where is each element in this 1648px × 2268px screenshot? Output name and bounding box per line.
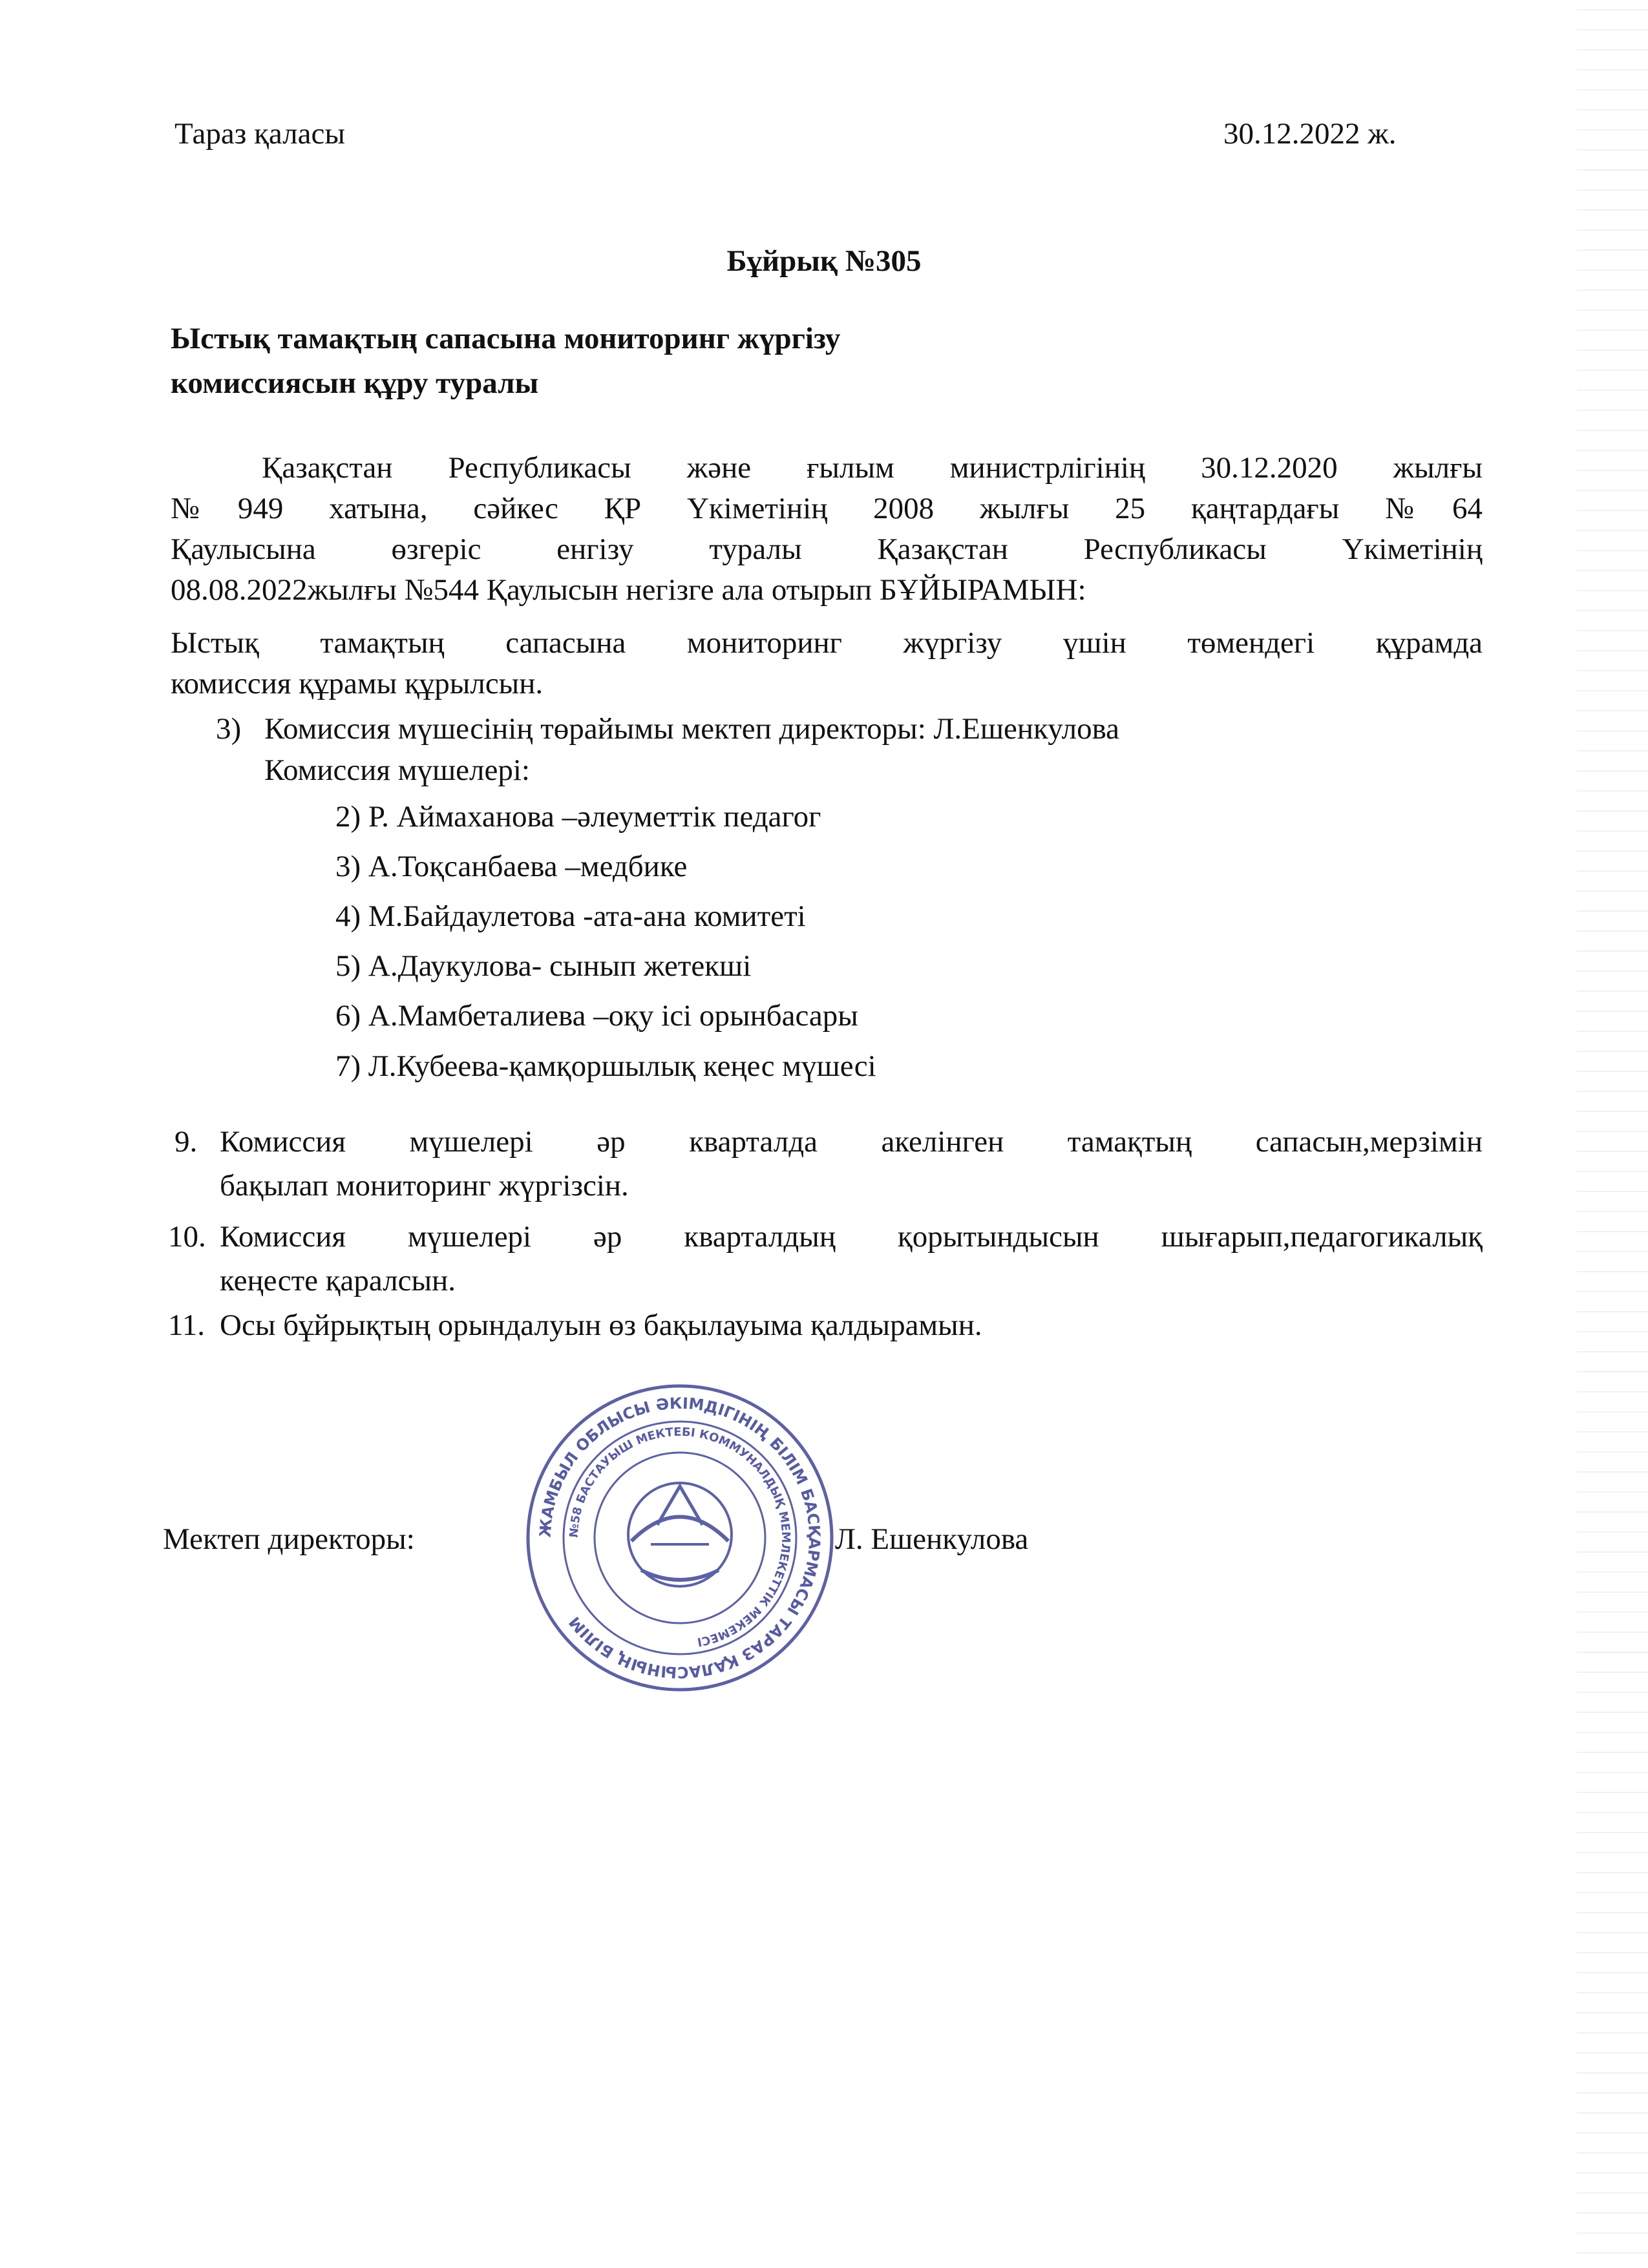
order-item-line-1: Комиссия мүшелері әр кварталда акелінген тамақтың сапасын,мерзімін	[220, 1125, 1483, 1159]
member-text: Р. Аймаханова –әлеуметтік педагог	[368, 800, 821, 834]
subject-line-2: комиссиясын құру туралы	[171, 366, 539, 400]
chair-number: 3)	[216, 712, 242, 746]
preamble-line-3: Қаулысына өзгеріс енгізу туралы Қазақстан Республикасы Үкіметінің	[171, 532, 1483, 566]
order-item-line-1: Комиссия мүшелері әр кварталдың қорытындысын шығарып,педагогикалық	[220, 1220, 1483, 1254]
list-item	[335, 847, 687, 886]
signature-name: Л. Ешенкулова	[835, 1522, 1029, 1556]
list-item	[335, 947, 751, 985]
list-item	[335, 897, 806, 936]
member-text: Л.Кубеева-қамқоршылық кеңес мүшесі	[368, 1049, 876, 1083]
order-item-number: 9.	[174, 1125, 198, 1159]
order-item-number: 11.	[168, 1308, 206, 1342]
signature-title: Мектеп директоры:	[163, 1522, 415, 1556]
preamble-line-1: Қазақстан Республикасы және ғылым министрлігінің 30.12.2020 жылғы	[262, 451, 1483, 485]
member-number: 5)	[335, 949, 361, 983]
member-text: А.Даукулова- сынып жетекші	[368, 949, 752, 983]
preamble-line-6: комиссия құрамы құрылсын.	[171, 667, 544, 700]
list-item	[335, 996, 858, 1035]
member-text: А.Тоқсанбаева –медбике	[368, 850, 688, 883]
preamble-line-5: Ыстық тамақтың сапасына мониторинг жүргізу үшін төмендегі құрамда	[171, 626, 1483, 660]
member-number: 2)	[335, 800, 361, 834]
subject-line-1: Ыстық тамақтың сапасына мониторинг жүргізу	[171, 322, 841, 355]
list-item	[335, 797, 821, 836]
member-number: 7)	[335, 1049, 361, 1083]
member-number: 4)	[335, 899, 361, 933]
member-number: 6)	[335, 999, 361, 1033]
chair-text: Комиссия мүшесінің төрайымы мектеп директоры: Л.Ешенкулова	[264, 712, 1120, 746]
order-item-line-1: Осы бұйрықтың орындалуын өз бақылауыма қалдырамын.	[220, 1308, 982, 1342]
list-item	[335, 1047, 876, 1086]
member-number: 3)	[335, 850, 361, 883]
order-title: Бұйрық №305	[726, 244, 922, 278]
preamble-line-4: 08.08.2022жылғы №544 Қаулысын негізге ала отырып БҰЙЫРАМЫН:	[171, 573, 1086, 607]
order-item-number: 10.	[168, 1220, 206, 1254]
stamp-outer-text: ЖАМБЫЛ ОБЛЫСЫ ӘКІМДІГІНІҢ БІЛІМ БАСҚАРМАСЫ ТАРАЗ ҚАЛАСЫНЫҢ БІЛІМ	[536, 1394, 824, 1682]
member-text: М.Байдаулетова -ата-ана комитеті	[368, 899, 806, 933]
order-item-line-2: кеңесте қаралсын.	[220, 1264, 456, 1297]
stamp-inner-text: №58 БАСТАУЫШ МЕКТЕБІ КОММУНАЛДЫҚ МЕМЛЕКЕТТІК МЕКЕМЕСІ	[567, 1425, 793, 1649]
svg-text:№58 БАСТАУЫШ МЕКТЕБІ КОММУНАЛД	[567, 1425, 792, 1649]
order-item-line-2: бақылап мониторинг жүргізсін.	[220, 1169, 629, 1202]
city-label: Тараз қаласы	[174, 117, 345, 151]
members-heading: Комиссия мүшелері:	[264, 753, 530, 787]
official-seal-stamp	[518, 1376, 841, 1699]
member-text: А.Мамбеталиева –оқу ісі орынбасары	[368, 999, 858, 1033]
preamble-line-2: №949 хатына, сәйкес ҚР Үкіметінің 2008 жылғы 25 қаңтардағы №64	[171, 492, 1483, 525]
scan-edge-noise	[1577, 0, 1648, 2268]
order-date: 30.12.2022 ж.	[1223, 117, 1397, 151]
